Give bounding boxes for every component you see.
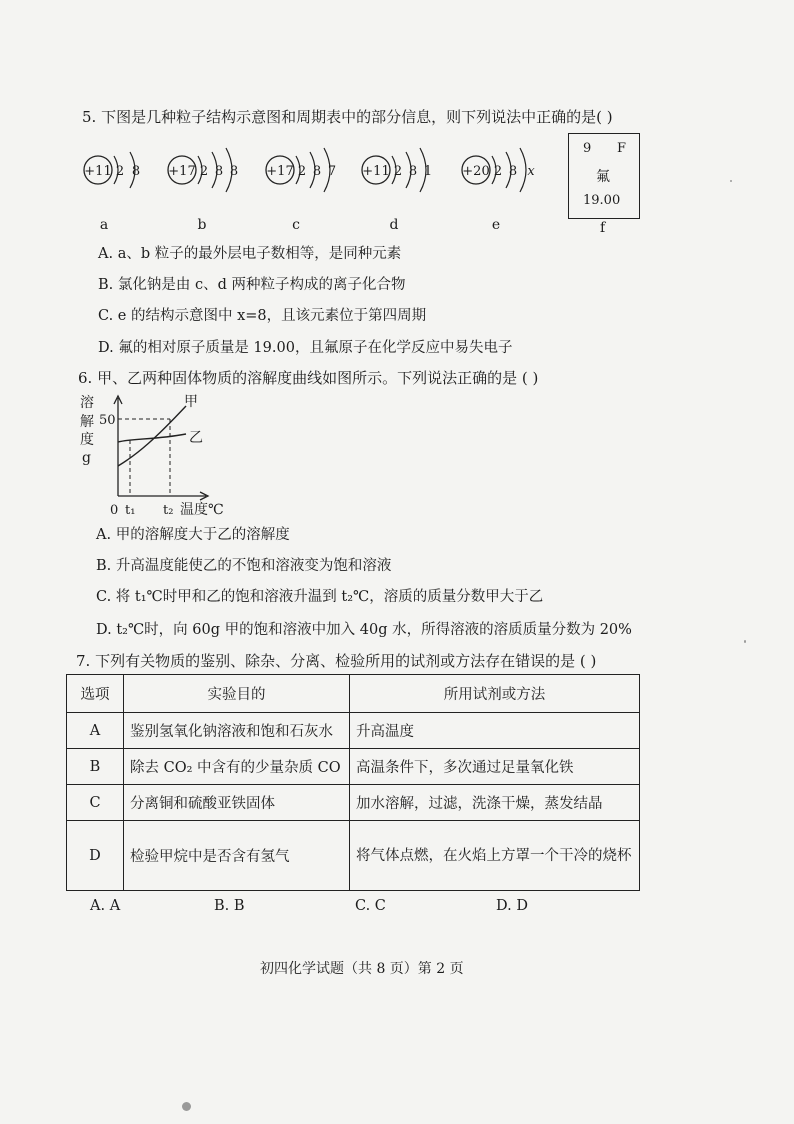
- q7-answer-a: A. A: [90, 898, 121, 914]
- element-cell-f: [568, 133, 640, 219]
- particle-b-shell-1: 2: [199, 164, 209, 179]
- particle-b-shell-2: 8: [214, 164, 224, 179]
- row-c-option: C: [67, 785, 124, 821]
- element-number: 9: [583, 141, 592, 156]
- header-method: 所用试剂或方法: [350, 675, 640, 713]
- solubility-graph: [80, 392, 250, 518]
- particle-c-nucleus: +17: [266, 164, 294, 179]
- particle-e-shell-3: x: [527, 164, 535, 179]
- q6-stem: 6. 甲、乙两种固体物质的溶解度曲线如图所示。下列说法正确的是 ( ): [78, 369, 539, 387]
- scan-speck: [182, 1102, 191, 1111]
- particle-c-label: c: [292, 217, 300, 233]
- scan-speck: [730, 180, 732, 182]
- particle-d-nucleus: +11: [362, 164, 390, 179]
- q5-option-b: B. 氯化钠是由 c、d 两种粒子构成的离子化合物: [98, 277, 406, 293]
- header-purpose: 实验目的: [124, 675, 350, 713]
- particle-d-shell-2: 8: [408, 164, 418, 179]
- particle-e-shell-1: 2: [493, 164, 503, 179]
- row-b-option: B: [67, 749, 124, 785]
- particle-a: [84, 152, 140, 233]
- curve-jia-label: 甲: [184, 394, 198, 410]
- particle-a-shell-2: 8: [131, 164, 141, 179]
- particle-d-shell-3: 1: [423, 164, 433, 179]
- graph-y-tick-50: 50: [99, 413, 116, 428]
- graph-ylabel-2: 解: [80, 414, 94, 430]
- graph-ylabel-3: 度: [80, 432, 94, 448]
- row-a-option: A: [67, 713, 124, 749]
- curve-yi-label: 乙: [189, 430, 203, 446]
- particle-d: [362, 148, 432, 233]
- element-cell-label: f: [600, 220, 606, 236]
- graph-xlabel: 温度℃: [180, 502, 224, 518]
- q5-stem: 5. 下图是几种粒子结构示意图和周期表中的部分信息，则下列说法中正确的是( ): [82, 108, 613, 126]
- row-b-purpose: 除去 CO₂ 中含有的少量杂质 CO: [124, 749, 350, 785]
- particle-d-label: d: [389, 217, 399, 233]
- particle-a-nucleus: +11: [84, 164, 112, 179]
- particle-b-shell-3: 8: [229, 164, 239, 179]
- row-a-method: 升高温度: [350, 713, 640, 749]
- q6-option-d: D. t₂℃时，向 60g 甲的饱和溶液中加入 40g 水，所得溶液的溶质质量分数为 20%: [96, 622, 632, 638]
- q5-particle-diagrams: [78, 140, 558, 240]
- page-footer: 初四化学试题（共 8 页）第 2 页: [260, 961, 464, 977]
- scan-speck: [744, 640, 746, 643]
- graph-origin: 0: [110, 503, 119, 518]
- q7-table: [66, 674, 640, 891]
- element-mass: 19.00: [583, 193, 621, 208]
- particle-c: [266, 148, 336, 233]
- row-d-method: 将气体点燃，在火焰上方罩一个干冷的烧杯: [350, 821, 640, 891]
- row-a-purpose: 鉴别氢氧化钠溶液和饱和石灰水: [124, 713, 350, 749]
- q6-option-c: C. 将 t₁℃时甲和乙的饱和溶液升温到 t₂℃，溶质的质量分数甲大于乙: [96, 589, 544, 605]
- q5-option-d: D. 氟的相对原子质量是 19.00，且氟原子在化学反应中易失电子: [98, 340, 513, 356]
- element-symbol: F: [617, 141, 627, 156]
- graph-t2: t₂: [163, 503, 174, 518]
- graph-t1: t₁: [125, 503, 136, 518]
- table-row: [67, 713, 640, 749]
- particle-e-shell-2: 8: [508, 164, 518, 179]
- table-header-row: [67, 675, 640, 713]
- q5-option-c: C. e 的结构示意图中 x=8，且该元素位于第四周期: [98, 308, 427, 324]
- q5-option-a: A. a、b 粒子的最外层电子数相等，是同种元素: [98, 246, 402, 262]
- row-d-purpose: 检验甲烷中是否含有氢气: [124, 821, 350, 891]
- particle-e-nucleus: +20: [462, 164, 490, 179]
- particle-d-shell-1: 2: [393, 164, 403, 179]
- particle-a-label: a: [99, 217, 109, 233]
- header-option: 选项: [67, 675, 124, 713]
- particle-b-label: b: [197, 217, 207, 233]
- particle-e: [462, 148, 535, 233]
- q7-answer-b: B. B: [214, 898, 245, 914]
- table-row: [67, 749, 640, 785]
- row-c-purpose: 分离铜和硫酸亚铁固体: [124, 785, 350, 821]
- q7-stem: 7. 下列有关物质的鉴别、除杂、分离、检验所用的试剂或方法存在错误的是 ( ): [76, 652, 597, 670]
- table-row: [67, 821, 640, 891]
- particle-b: [168, 148, 238, 233]
- particle-e-label: e: [491, 217, 501, 233]
- row-d-option: D: [67, 821, 124, 891]
- q6-option-b: B. 升高温度能使乙的不饱和溶液变为饱和溶液: [96, 558, 392, 574]
- particle-c-shell-1: 2: [297, 164, 307, 179]
- row-b-method: 高温条件下，多次通过足量氧化铁: [350, 749, 640, 785]
- graph-ylabel-4: g: [82, 450, 91, 466]
- particle-c-shell-3: 7: [327, 164, 337, 179]
- q7-answer-d: D. D: [496, 898, 528, 914]
- particle-c-shell-2: 8: [312, 164, 322, 179]
- particle-b-nucleus: +17: [168, 164, 196, 179]
- q6-option-a: A. 甲的溶解度大于乙的溶解度: [96, 527, 290, 543]
- row-c-method: 加水溶解，过滤，洗涤干燥，蒸发结晶: [350, 785, 640, 821]
- graph-ylabel-1: 溶: [80, 395, 94, 411]
- q7-answer-c: C. C: [355, 898, 386, 914]
- particle-a-shell-1: 2: [115, 164, 125, 179]
- element-name: 氟: [596, 169, 610, 185]
- table-row: [67, 785, 640, 821]
